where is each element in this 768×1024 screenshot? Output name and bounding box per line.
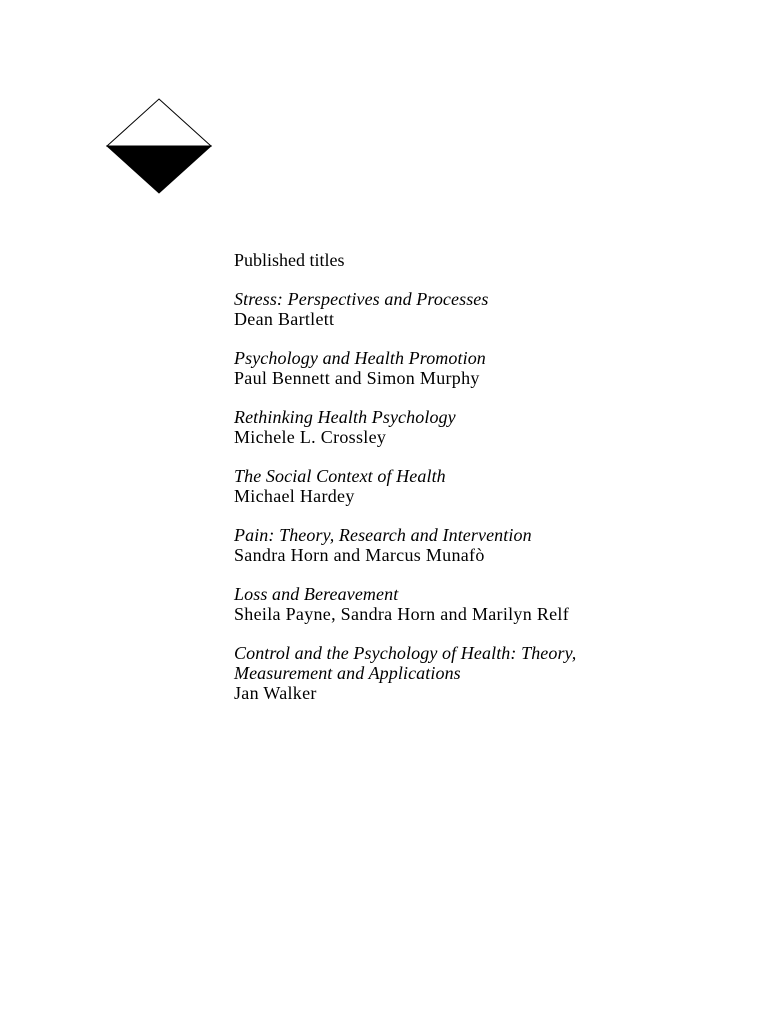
- book-author: Paul Bennett and Simon Murphy: [234, 368, 480, 388]
- book-title: Pain: Theory, Research and Intervention: [234, 525, 532, 545]
- book-title: Psychology and Health Promotion: [234, 348, 486, 368]
- book-title: Loss and Bereavement: [234, 584, 399, 604]
- published-titles-list: [234, 250, 754, 722]
- list-item: [234, 407, 754, 447]
- book-title: Rethinking Health Psychology: [234, 407, 456, 427]
- book-author: Michele L. Crossley: [234, 427, 387, 447]
- book-title: The Social Context of Health: [234, 466, 446, 486]
- book-author: Dean Bartlett: [234, 309, 335, 329]
- list-item: [234, 643, 754, 703]
- book-author: Jan Walker: [234, 683, 317, 703]
- book-author: Michael Hardey: [234, 486, 355, 506]
- book-author: Sheila Payne, Sandra Horn and Marilyn Relf: [234, 604, 570, 624]
- book-title: Stress: Perspectives and Processes: [234, 289, 489, 309]
- book-title-line-1: Control and the Psychology of Health: Theory,: [234, 643, 577, 663]
- book-title-line-2: Measurement and Applications: [234, 663, 461, 683]
- list-item: [234, 289, 754, 329]
- list-item: [234, 584, 754, 624]
- section-heading: Published titles: [234, 250, 345, 270]
- book-author: Sandra Horn and Marcus Munafò: [234, 545, 485, 565]
- list-item: [234, 348, 754, 388]
- list-item: [234, 466, 754, 506]
- half-filled-diamond-icon: [106, 98, 212, 194]
- list-item: [234, 525, 754, 565]
